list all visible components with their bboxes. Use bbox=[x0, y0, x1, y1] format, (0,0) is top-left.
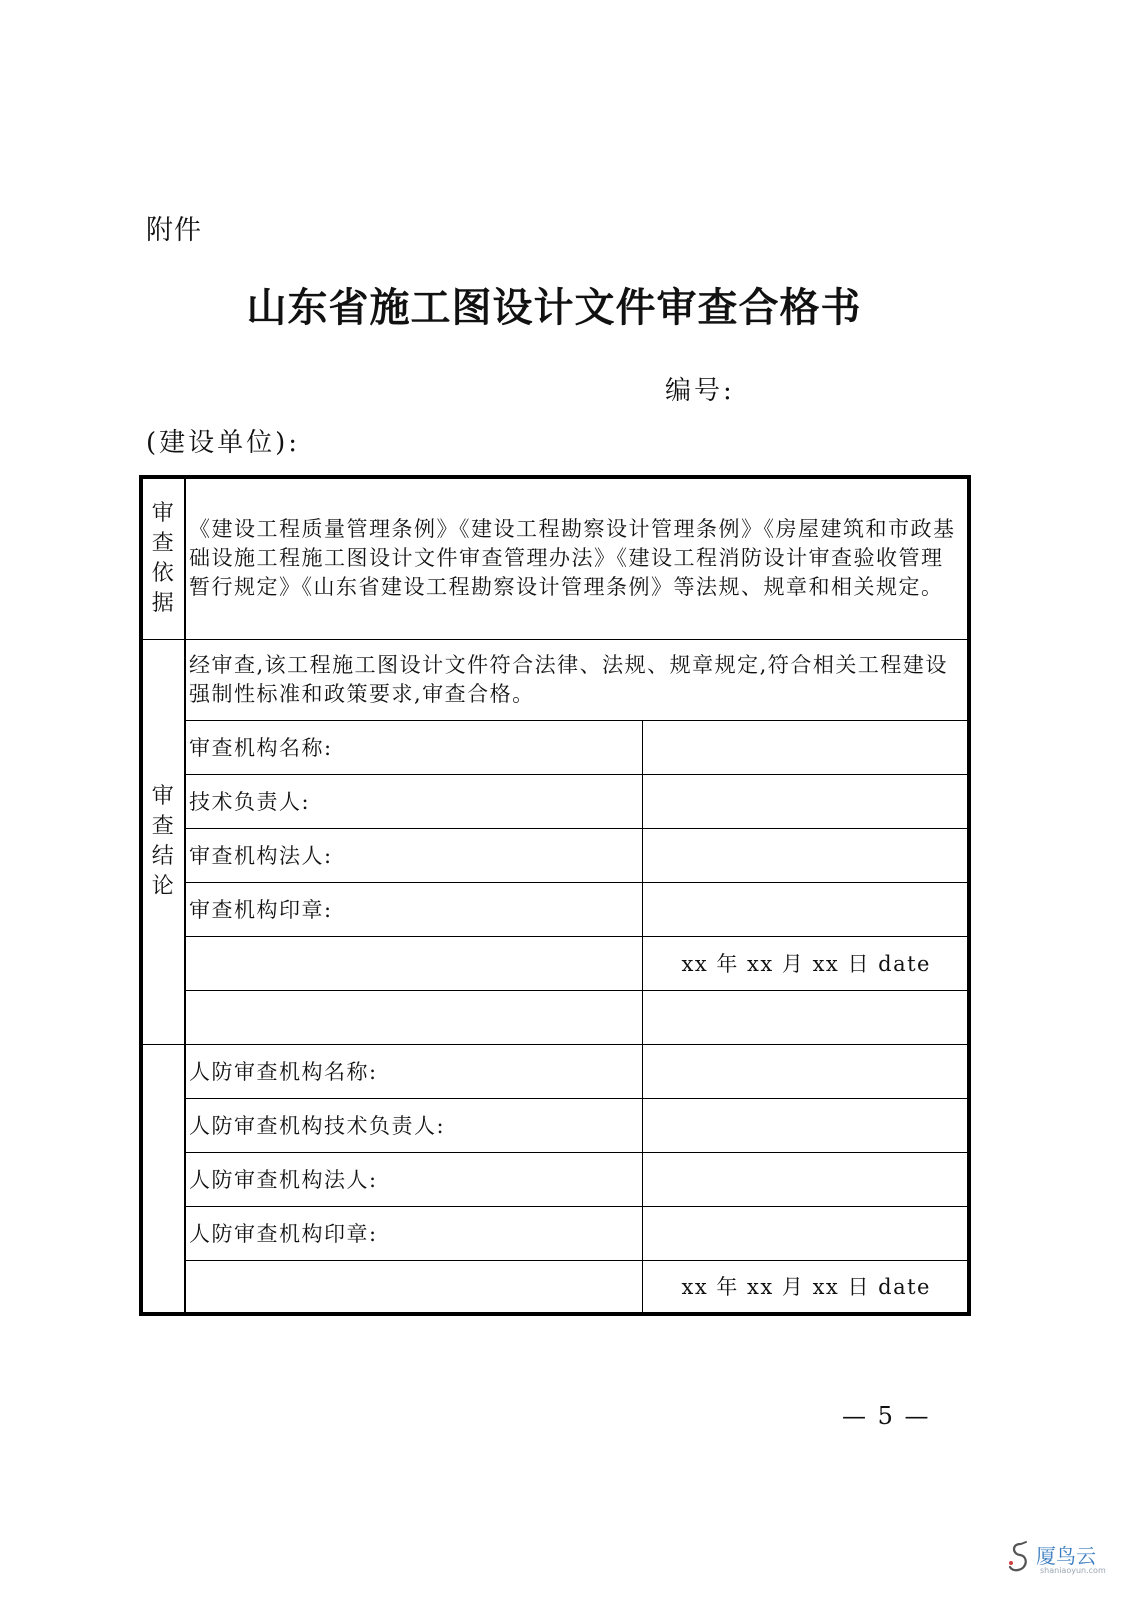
empty-cell bbox=[185, 990, 642, 1044]
table-row bbox=[141, 828, 969, 882]
table-row bbox=[141, 882, 969, 936]
cd-agency-seal-label: 人防审查机构印章: bbox=[185, 1206, 642, 1260]
empty-cell bbox=[185, 1260, 642, 1314]
technical-lead-field[interactable] bbox=[642, 774, 969, 828]
conclusion-side-label: 审查结论 bbox=[151, 783, 176, 899]
table-row bbox=[141, 1260, 969, 1314]
legal-rep-label: 审查机构法人: bbox=[185, 828, 642, 882]
basis-row bbox=[141, 477, 969, 639]
attachment-label: 附件 bbox=[146, 215, 202, 246]
cd-technical-lead-label: 人防审查机构技术负责人: bbox=[185, 1098, 642, 1152]
basis-side-cell bbox=[141, 477, 185, 639]
cd-legal-rep-field[interactable] bbox=[642, 1152, 969, 1206]
table-row bbox=[141, 1206, 969, 1260]
certificate-form-table bbox=[139, 475, 971, 1316]
table-row bbox=[141, 936, 969, 990]
basis-side-label: 审查依据 bbox=[151, 500, 176, 616]
cd-agency-name-label: 人防审查机构名称: bbox=[185, 1044, 642, 1098]
cd-agency-seal-field[interactable] bbox=[642, 1206, 969, 1260]
watermark-name: 厦鸟云 bbox=[1036, 1544, 1096, 1568]
empty-cell bbox=[185, 936, 642, 990]
construction-unit-label: (建设单位): bbox=[146, 428, 301, 458]
conclusion-side-cell bbox=[141, 639, 185, 1044]
table-row bbox=[141, 1098, 969, 1152]
conclusion-text-row bbox=[141, 639, 969, 720]
table-row bbox=[141, 990, 969, 1044]
empty-cell bbox=[642, 990, 969, 1044]
review-agency-name-label: 审查机构名称: bbox=[185, 720, 642, 774]
cd-agency-name-field[interactable] bbox=[642, 1044, 969, 1098]
conclusion-date: xx 年 xx 月 xx 日 date bbox=[642, 936, 969, 990]
bird-logo-icon bbox=[1006, 1540, 1034, 1576]
basis-text: 《建设工程质量管理条例》《建设工程勘察设计管理条例》《房屋建筑和市政基础设施工程施工图设计文件审查管理办法》《建设工程消防设计审查验收管理暂行规定》《山东省建设工程勘察设计管理条例》等法规、规章和相关规定。 bbox=[185, 477, 969, 639]
review-agency-name-field[interactable] bbox=[642, 720, 969, 774]
watermark-site: shaniaoyun.com bbox=[1040, 1566, 1106, 1575]
cd-legal-rep-label: 人防审查机构法人: bbox=[185, 1152, 642, 1206]
civil-defense-side-cell bbox=[141, 1044, 185, 1314]
number-label: 编号: bbox=[665, 376, 735, 406]
watermark bbox=[1006, 1540, 1106, 1580]
legal-rep-field[interactable] bbox=[642, 828, 969, 882]
document-title: 山东省施工图设计文件审查合格书 bbox=[246, 284, 862, 331]
technical-lead-label: 技术负责人: bbox=[185, 774, 642, 828]
table-row bbox=[141, 774, 969, 828]
agency-seal-field[interactable] bbox=[642, 882, 969, 936]
cd-technical-lead-field[interactable] bbox=[642, 1098, 969, 1152]
conclusion-text: 经审查,该工程施工图设计文件符合法律、法规、规章规定,符合相关工程建设强制性标准和政策要求,审查合格。 bbox=[185, 639, 969, 720]
agency-seal-label: 审查机构印章: bbox=[185, 882, 642, 936]
table-row bbox=[141, 720, 969, 774]
page-number: — 5 — bbox=[842, 1402, 931, 1430]
table-row bbox=[141, 1152, 969, 1206]
table-row bbox=[141, 1044, 969, 1098]
civil-defense-date: xx 年 xx 月 xx 日 date bbox=[642, 1260, 969, 1314]
